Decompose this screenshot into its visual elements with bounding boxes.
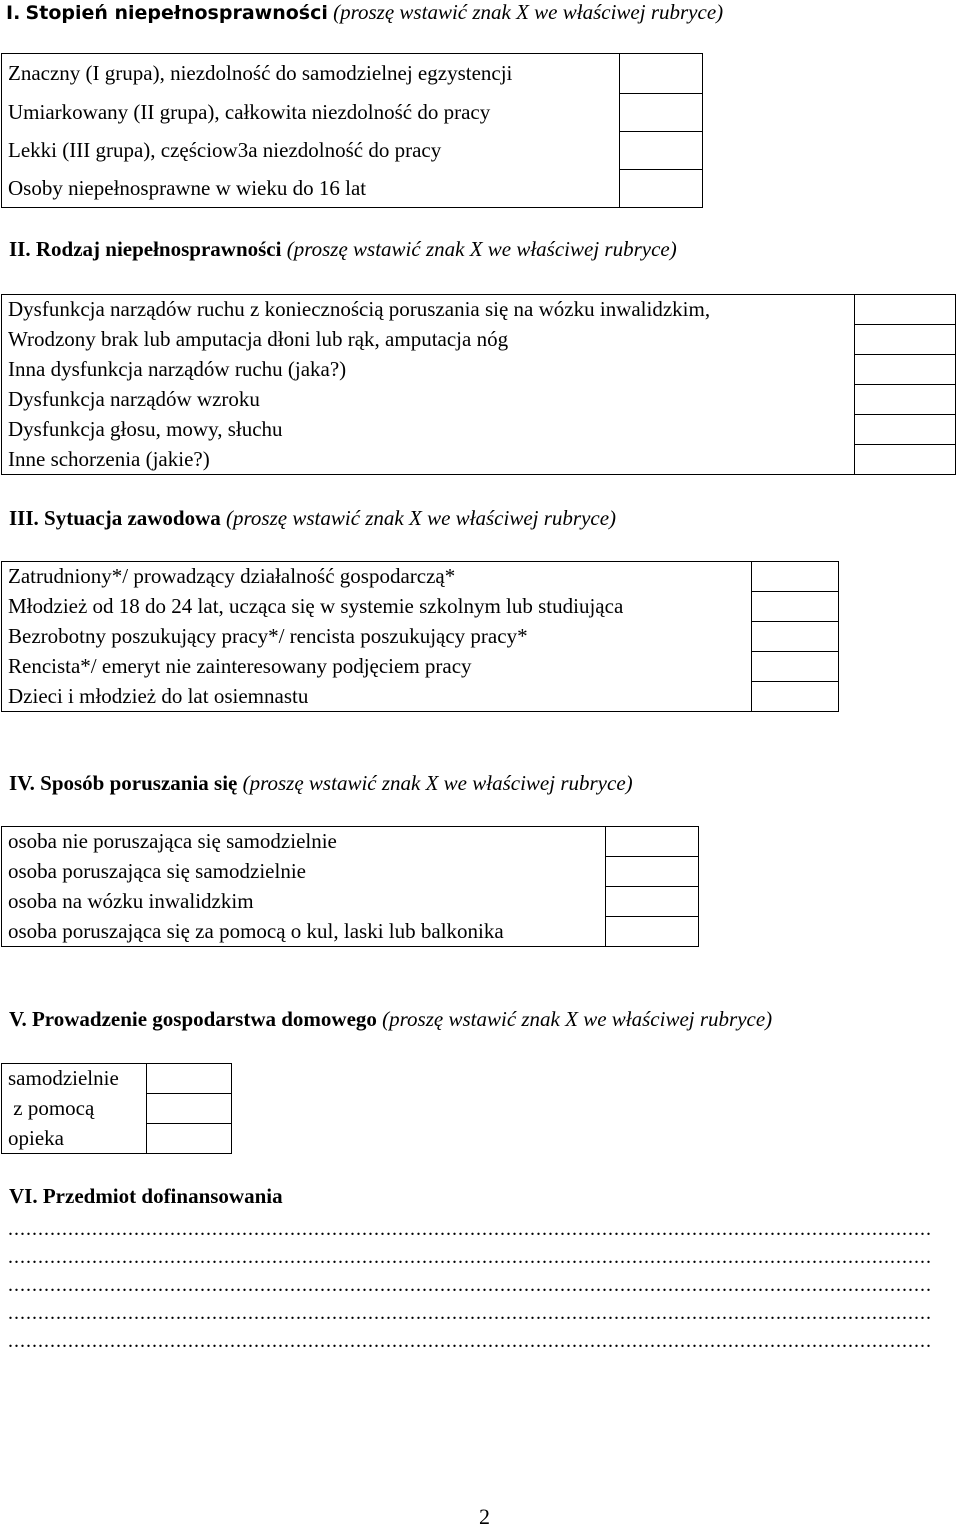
section-3-row-label: Bezrobotny poszukujący pracy*/ rencista poszukujący pracy* (2, 622, 752, 652)
section-3-checkbox-4[interactable] (752, 652, 839, 682)
section-1-table (1, 53, 703, 208)
section-1-hint: (proszę wstawić znak X we właściwej rubryce) (333, 0, 724, 24)
section-1-checkbox-1[interactable] (620, 54, 703, 94)
section-3-checkbox-2[interactable] (752, 592, 839, 622)
section-4-table (1, 826, 699, 947)
fill-in-line[interactable]: .......................................................................................................................................................... (8, 1218, 932, 1240)
section-6-number: VI. (9, 1184, 38, 1208)
section-6-heading (9, 1184, 283, 1209)
section-1-row-label: Osoby niepełnosprawne w wieku do 16 lat (2, 170, 620, 208)
section-4-checkbox-1[interactable] (606, 827, 699, 857)
section-4-row-label: osoba poruszająca się samodzielnie (2, 857, 606, 887)
section-3-heading (9, 506, 616, 531)
section-2-heading (9, 237, 677, 262)
section-2-checkbox-1[interactable] (855, 295, 956, 325)
section-4-hint: (proszę wstawić znak X we właściwej rubryce) (242, 771, 633, 795)
section-2-checkbox-5[interactable] (855, 415, 956, 445)
section-4-row-label: osoba nie poruszająca się samodzielnie (2, 827, 606, 857)
fill-in-line[interactable]: .......................................................................................................................................................... (8, 1274, 932, 1296)
section-1-checkbox-2[interactable] (620, 94, 703, 132)
fill-in-line[interactable]: .......................................................................................................................................................... (8, 1246, 932, 1268)
section-4-row-label: osoba na wózku inwalidzkim (2, 887, 606, 917)
section-2-checkbox-6[interactable] (855, 445, 956, 475)
section-5-checkbox-1[interactable] (147, 1064, 232, 1094)
section-1-row-label: Lekki (III grupa), częściow3a niezdolność do pracy (2, 132, 620, 170)
section-1-number: I. (6, 2, 21, 24)
section-2-number: II. (9, 237, 31, 261)
section-4-heading (9, 771, 633, 796)
section-4-checkbox-4[interactable] (606, 917, 699, 947)
section-2-row-label: Dysfunkcja narządów wzroku (2, 385, 855, 415)
section-2-checkbox-3[interactable] (855, 355, 956, 385)
section-3-number: III. (9, 506, 39, 530)
section-5-title: Prowadzenie gospodarstwa domowego (31, 1007, 377, 1031)
section-1-heading (6, 0, 723, 25)
section-2-row-label: Inna dysfunkcja narządów ruchu (jaka?) (2, 355, 855, 385)
section-5-heading (9, 1007, 772, 1032)
section-1-row-label: Znaczny (I grupa), niezdolność do samodzielnej egzystencji (2, 54, 620, 94)
section-1-checkbox-3[interactable] (620, 132, 703, 170)
section-3-row-label: Młodzież od 18 do 24 lat, ucząca się w systemie szkolnym lub studiująca (2, 592, 752, 622)
section-2-checkbox-2[interactable] (855, 325, 956, 355)
section-3-checkbox-1[interactable] (752, 562, 839, 592)
section-1-title: Stopień niepełnosprawności (25, 2, 328, 24)
section-3-row-label: Zatrudniony*/ prowadzący działalność gospodarczą* (2, 562, 752, 592)
section-2-checkbox-4[interactable] (855, 385, 956, 415)
section-5-row-label: samodzielnie (2, 1064, 147, 1094)
section-1-checkbox-4[interactable] (620, 170, 703, 208)
section-2-row-label: Dysfunkcja narządów ruchu z koniecznością poruszania się na wózku inwalidzkim, (2, 295, 855, 325)
section-2-row-label: Inne schorzenia (jakie?) (2, 445, 855, 475)
section-4-checkbox-3[interactable] (606, 887, 699, 917)
fill-in-line[interactable]: .......................................................................................................................................................... (8, 1302, 932, 1324)
section-5-hint: (proszę wstawić znak X we właściwej rubryce) (382, 1007, 773, 1031)
section-2-table (1, 294, 956, 475)
section-1-row-label: Umiarkowany (II grupa), całkowita niezdolność do pracy (2, 94, 620, 132)
section-4-number: IV. (9, 771, 35, 795)
fill-in-line[interactable]: .......................................................................................................................................................... (8, 1330, 932, 1352)
section-3-checkbox-3[interactable] (752, 622, 839, 652)
section-6-title: Przedmiot dofinansowania (42, 1184, 283, 1208)
section-2-hint: (proszę wstawić znak X we właściwej rubryce) (286, 237, 677, 261)
section-2-row-label: Dysfunkcja głosu, mowy, słuchu (2, 415, 855, 445)
section-3-checkbox-5[interactable] (752, 682, 839, 712)
section-2-row-label: Wrodzony brak lub amputacja dłoni lub rąk, amputacja nóg (2, 325, 855, 355)
section-5-row-label: z pomocą (2, 1094, 147, 1124)
section-3-row-label: Rencista*/ emeryt nie zainteresowany podjęciem pracy (2, 652, 752, 682)
section-3-row-label: Dzieci i młodzież do lat osiemnastu (2, 682, 752, 712)
page-number: 2 (479, 1504, 490, 1529)
section-4-checkbox-2[interactable] (606, 857, 699, 887)
section-5-number: V. (9, 1007, 27, 1031)
section-5-checkbox-3[interactable] (147, 1124, 232, 1154)
section-3-table (1, 561, 839, 712)
section-4-title: Sposób poruszania się (40, 771, 238, 795)
section-5-row-label: opieka (2, 1124, 147, 1154)
section-3-title: Sytuacja zawodowa (44, 506, 221, 530)
section-5-table (1, 1063, 232, 1154)
section-3-hint: (proszę wstawić znak X we właściwej rubryce) (226, 506, 617, 530)
section-5-checkbox-2[interactable] (147, 1094, 232, 1124)
section-2-title: Rodzaj niepełnosprawności (35, 237, 282, 261)
section-4-row-label: osoba poruszająca się za pomocą o kul, laski lub balkonika (2, 917, 606, 947)
